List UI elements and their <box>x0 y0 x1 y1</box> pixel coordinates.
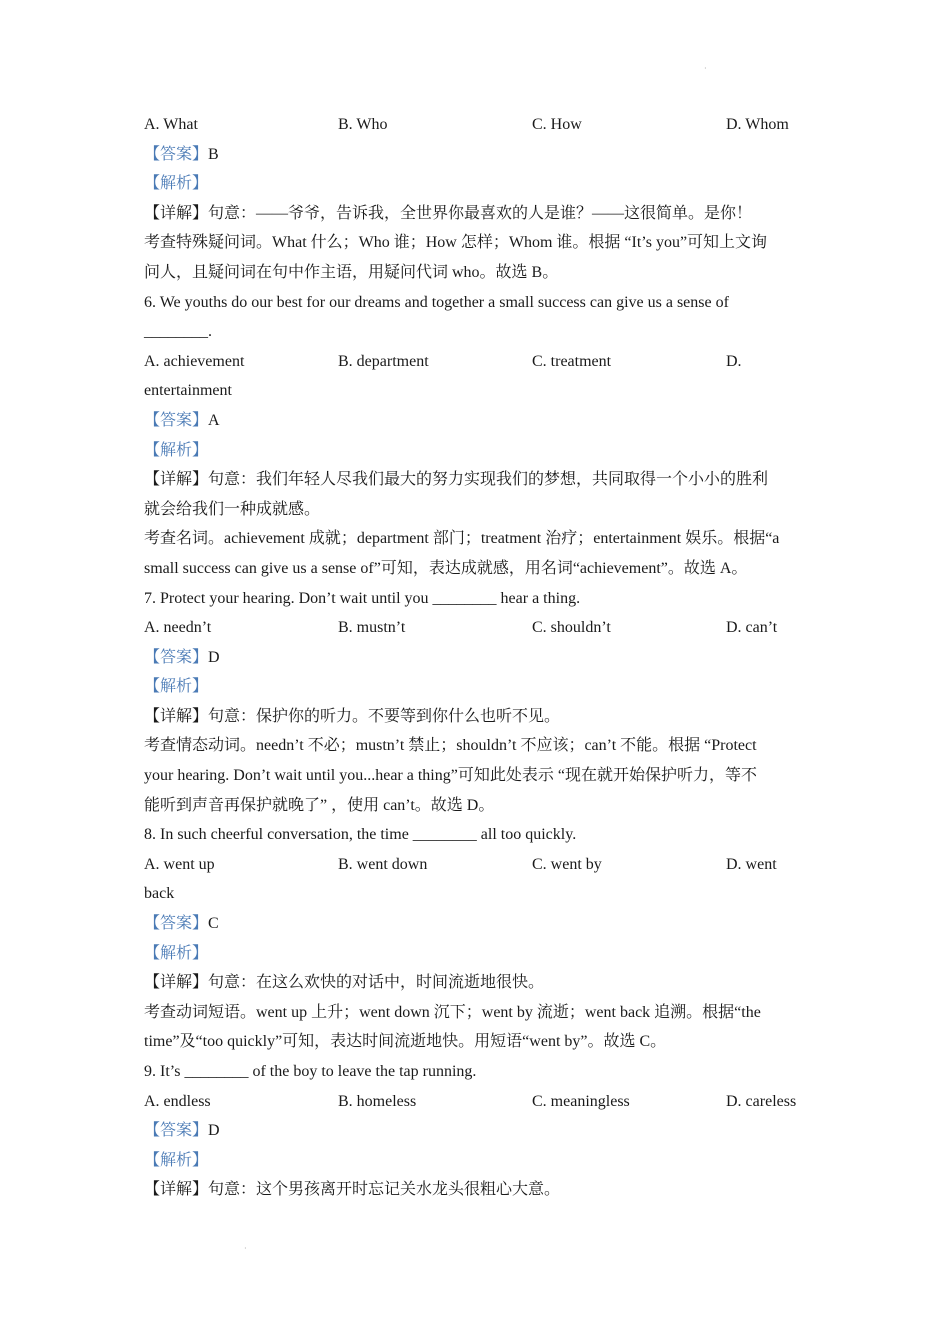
option-d: D. went <box>726 855 777 873</box>
line-text: 能听到声音再保护就晚了” ，使用 can’t。故选 D。 <box>144 796 495 814</box>
option-b: B. Who <box>338 116 388 133</box>
text-line <box>144 228 814 258</box>
option-d: D. careless <box>726 1092 797 1110</box>
line-text: small success can give us a sense of”可知，表达成就感，用名词“achievement”。故选 A。 <box>144 559 748 577</box>
answer-line <box>144 406 814 436</box>
option-a: A. achievement <box>144 352 245 370</box>
line-text: 考查名词。achievement 成就；department 部门；treatment 治疗；entertainment 娱乐。根据“a <box>144 530 780 548</box>
section-tag: 【答案】 <box>144 648 209 666</box>
line-text: 就会给我们一种成就感。 <box>144 500 321 518</box>
line-text: time”及“too quickly”可知，表达时间流逝地快。用短语“went by”。故选 C。 <box>144 1033 667 1051</box>
text-line <box>144 288 814 318</box>
line-text: D <box>208 1122 220 1140</box>
answer-line <box>144 909 814 939</box>
line-text: 句意：——爷爷，告诉我，全世界你最喜欢的人是谁？——这很简单。是你！ <box>208 204 753 222</box>
document-body <box>144 110 814 1205</box>
analysis-label <box>144 672 814 702</box>
text-line <box>144 524 814 554</box>
analysis-label <box>144 1146 814 1176</box>
line-text: ________. <box>144 323 212 341</box>
option-d: D. can’t <box>726 619 778 637</box>
options-row <box>144 347 814 377</box>
option-d: D. Whom <box>726 116 789 133</box>
analysis-label <box>144 169 814 199</box>
option-c: C. How <box>532 116 582 133</box>
section-tag: 【详解】 <box>144 1181 209 1199</box>
text-line <box>144 791 814 821</box>
line-text: 考查特殊疑问词。What 什么；Who 谁；How 怎样；Whom 谁。根据 “It’s you”可知上文询 <box>144 234 768 252</box>
section-tag: 【答案】 <box>144 1122 209 1140</box>
line-text: your hearing. Don’t wait until you...hear a thing”可知此处表示 “现在就开始保护听力，等不 <box>144 767 757 785</box>
detail-line <box>144 199 814 229</box>
line-text: 句意：保护你的听力。不要等到你什么也听不见。 <box>208 707 561 725</box>
line-text: D <box>208 648 220 666</box>
options-row <box>144 110 814 140</box>
text-line <box>144 1057 814 1087</box>
option-c: C. treatment <box>532 352 612 370</box>
page-mark-bottom: · <box>244 1244 247 1253</box>
line-text: 句意：在这么欢快的对话中，时间流逝地很快。 <box>208 974 545 992</box>
option-b: B. went down <box>338 855 428 873</box>
option-b: B. department <box>338 352 429 370</box>
section-tag: 【解析】 <box>144 441 209 459</box>
line-text: back <box>144 885 175 903</box>
option-c: C. shouldn’t <box>532 619 611 637</box>
analysis-label <box>144 436 814 466</box>
text-line <box>144 1027 814 1057</box>
line-text: 考查动词短语。went up 上升；went down 沉下；went by 流逝；went back 追溯。根据“the <box>144 1003 761 1021</box>
section-tag: 【详解】 <box>144 974 209 992</box>
text-line <box>144 820 814 850</box>
option-c: C. went by <box>532 855 602 873</box>
options-row <box>144 1087 814 1117</box>
text-line <box>144 317 814 347</box>
section-tag: 【答案】 <box>144 915 209 933</box>
option-a: A. What <box>144 116 198 133</box>
text-line <box>144 584 814 614</box>
line-text: entertainment <box>144 382 232 400</box>
line-text: 6. We youths do our best for our dreams and together a small success can give us a sense of <box>144 293 729 311</box>
detail-line <box>144 1175 814 1205</box>
section-tag: 【答案】 <box>144 411 209 429</box>
text-line <box>144 731 814 761</box>
line-text: 句意：这个男孩离开时忘记关水龙头很粗心大意。 <box>208 1181 561 1199</box>
line-text: 考查情态动词。needn’t 不必；mustn’t 禁止；shouldn’t 不应该；can’t 不能。根据 “Protect <box>144 737 757 755</box>
section-tag: 【详解】 <box>144 204 209 222</box>
answer-line <box>144 643 814 673</box>
detail-line <box>144 968 814 998</box>
text-line <box>144 554 814 584</box>
text-line <box>144 998 814 1028</box>
line-text: 句意：我们年轻人尽我们最大的努力实现我们的梦想，共同取得一个小小的胜利 <box>208 471 769 489</box>
text-line <box>144 376 814 406</box>
text-line <box>144 258 814 288</box>
section-tag: 【解析】 <box>144 175 209 193</box>
section-tag: 【解析】 <box>144 678 209 696</box>
line-text: 9. It’s ________ of the boy to leave the tap running. <box>144 1063 477 1080</box>
detail-line <box>144 702 814 732</box>
section-tag: 【详解】 <box>144 471 209 489</box>
page-mark-top: · <box>704 64 707 73</box>
line-text: 问人，且疑问词在句中作主语，用疑问代词 who。故选 B。 <box>144 263 559 281</box>
text-line <box>144 761 814 791</box>
text-line <box>144 879 814 909</box>
line-text: 7. Protect your hearing. Don’t wait until you ________ hear a thing. <box>144 589 581 607</box>
option-a: A. endless <box>144 1092 211 1110</box>
section-tag: 【解析】 <box>144 1151 209 1169</box>
option-d: D. <box>726 352 742 370</box>
answer-line <box>144 140 814 170</box>
analysis-label <box>144 939 814 969</box>
section-tag: 【详解】 <box>144 707 209 725</box>
option-a: A. went up <box>144 855 215 873</box>
line-text: 8. In such cheerful conversation, the time ________ all too quickly. <box>144 826 577 844</box>
option-b: B. mustn’t <box>338 619 406 637</box>
line-text: C <box>208 915 219 933</box>
options-row <box>144 850 814 880</box>
section-tag: 【解析】 <box>144 944 209 962</box>
line-text: B <box>208 145 219 163</box>
options-row <box>144 613 814 643</box>
option-c: C. meaningless <box>532 1092 630 1110</box>
option-a: A. needn’t <box>144 619 212 637</box>
line-text: A <box>208 411 220 429</box>
detail-line <box>144 465 814 495</box>
section-tag: 【答案】 <box>144 145 209 163</box>
text-line <box>144 495 814 525</box>
option-b: B. homeless <box>338 1092 417 1110</box>
answer-line <box>144 1116 814 1146</box>
